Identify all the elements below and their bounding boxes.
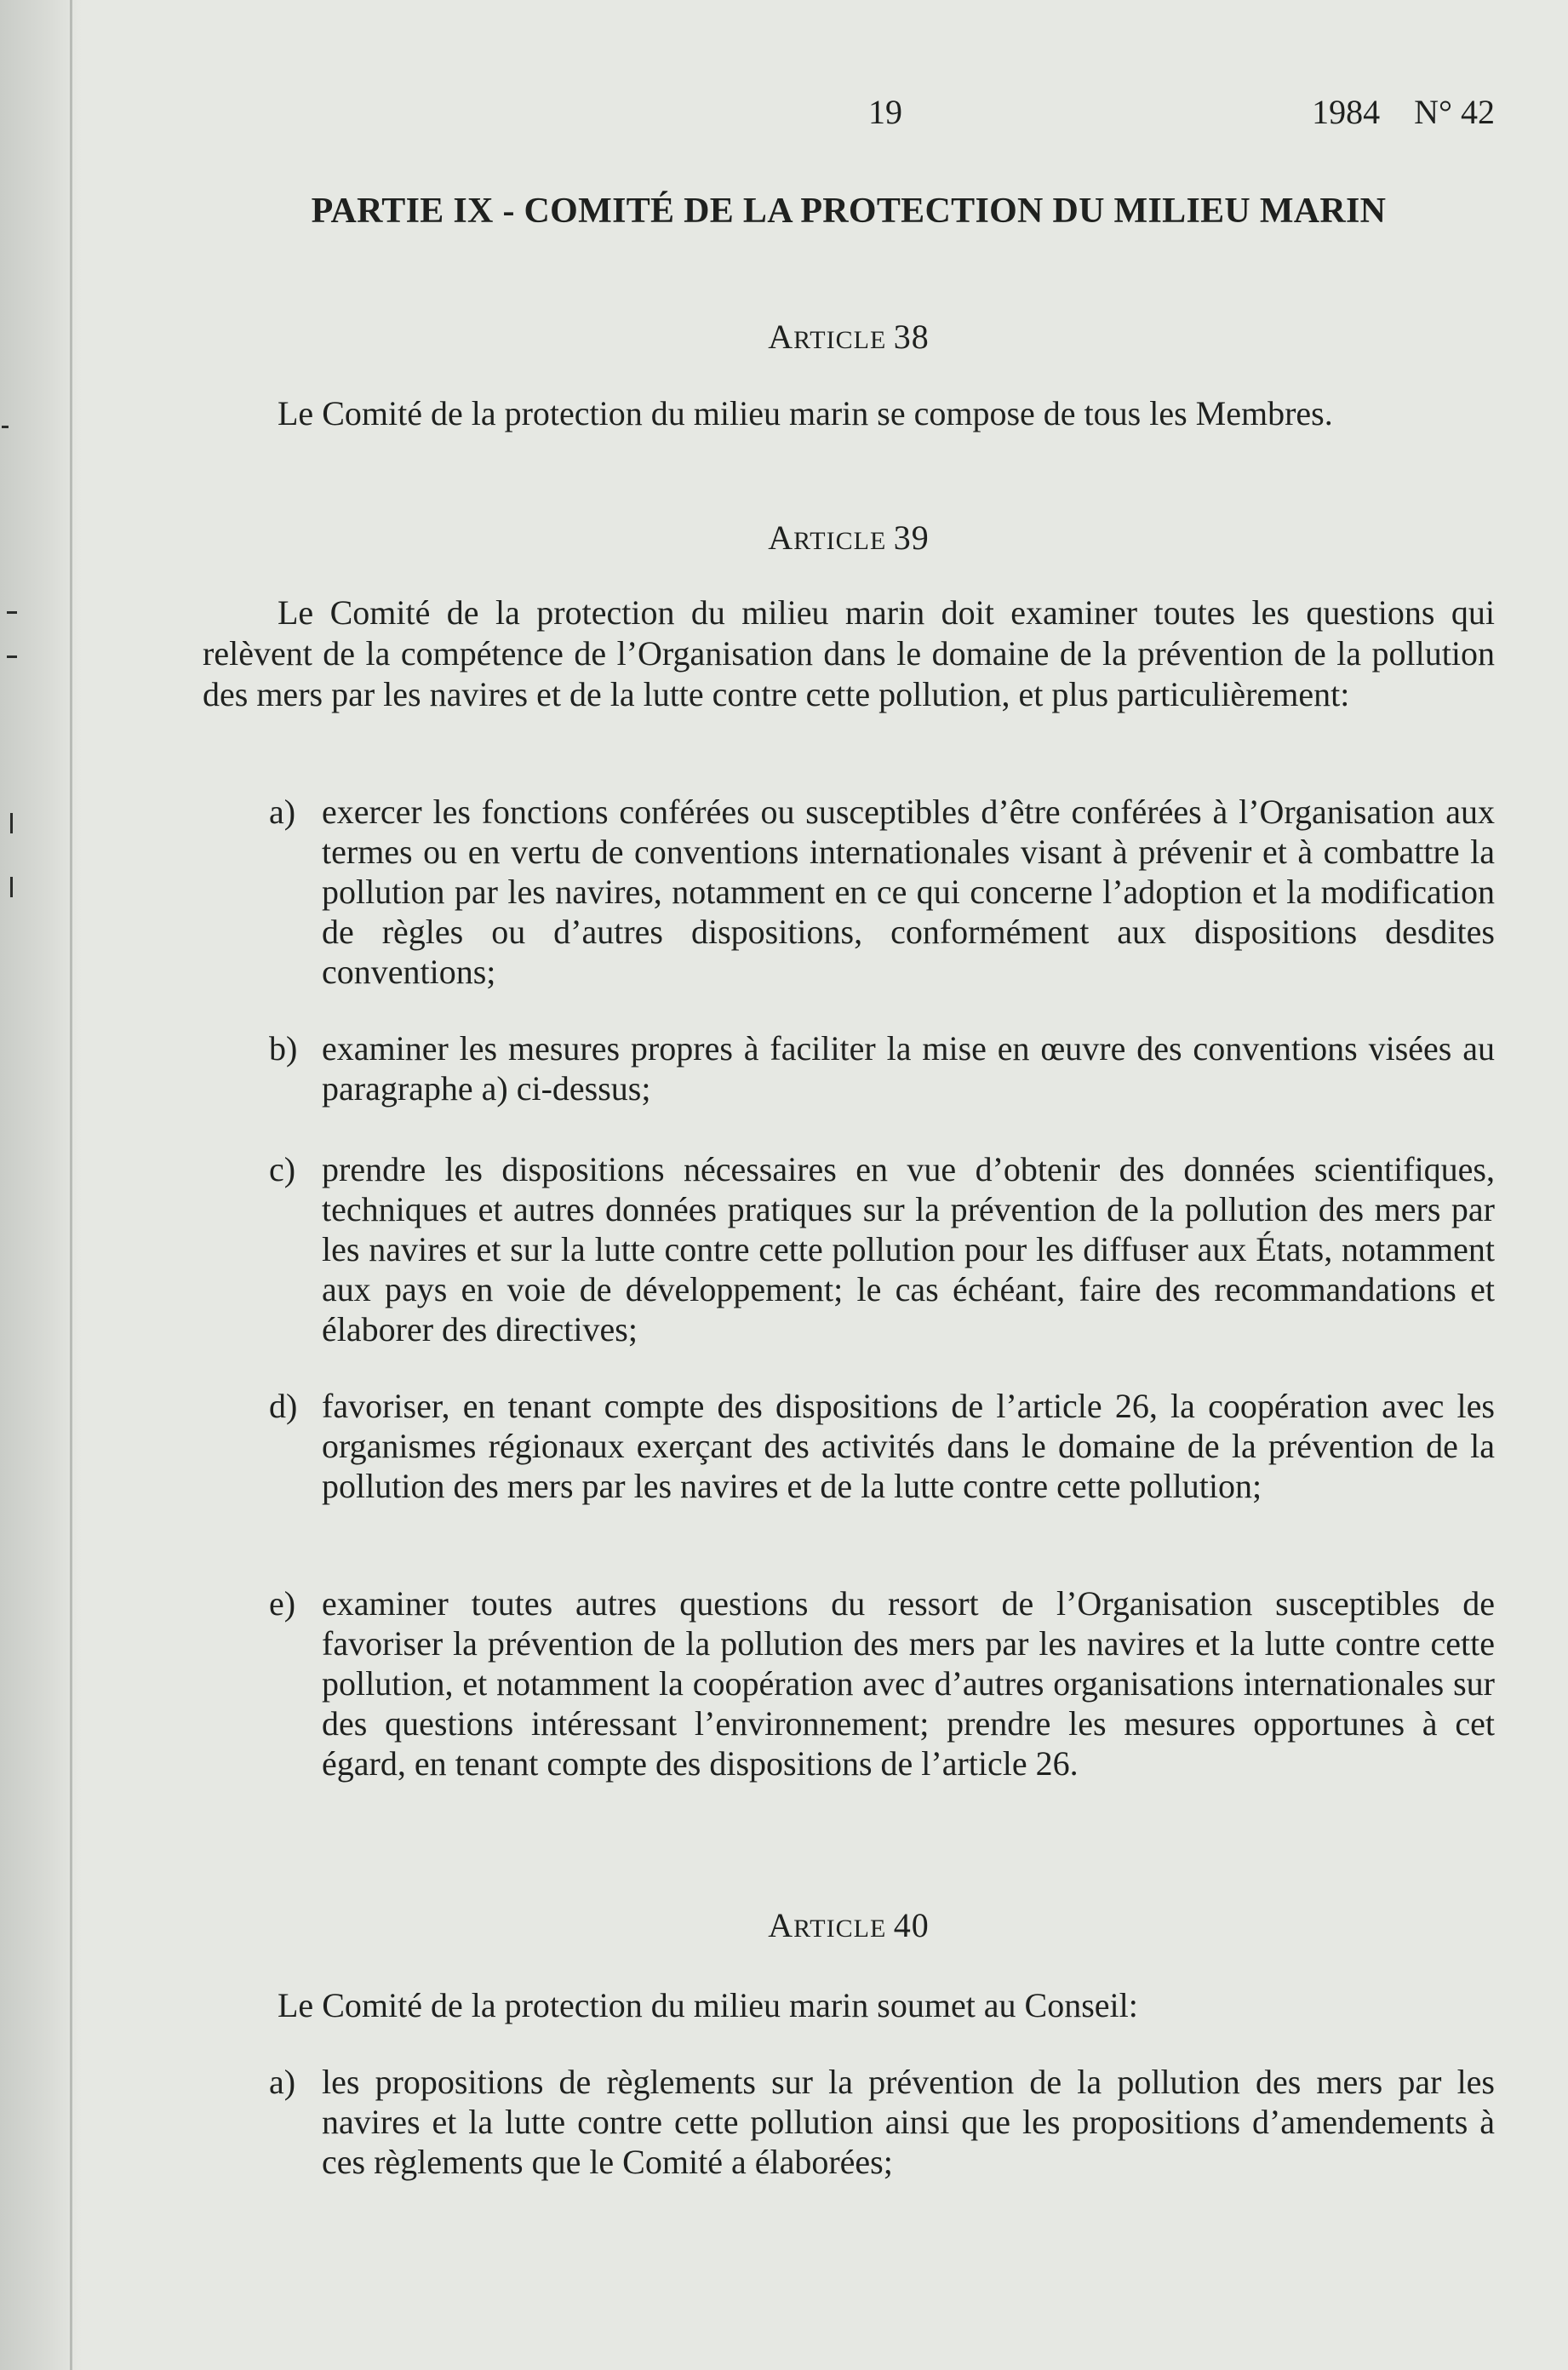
- article-39-intro: Le Comité de la protection du milieu marin doit examiner toutes les questions qui relèvent de la compétence de l’Organisation dans le domaine de la prévention de la pollution des mers par les navires et de la lutte contre cette pollution, et plus particulièrement:: [203, 593, 1495, 713]
- page-header: [203, 92, 1495, 143]
- margin-mark: [2, 426, 9, 428]
- article-40-title: ARTICLE 40: [768, 1906, 930, 1944]
- item-text: favoriser, en tenant compte des dispositions de l’article 26, la coopération avec les organismes régionaux exerçant des activités dans le domaine de la prévention de la pollution des mers par les navires et de la lutte contre cette pollution;: [322, 1387, 1495, 1505]
- margin-mark: [7, 655, 17, 658]
- margin-mark: [10, 813, 13, 833]
- page-number: 19: [868, 93, 902, 131]
- item-text: exercer les fonctions conférées ou susceptibles d’être conférées à l’Organisation aux termes ou en vertu de conventions internationales visant à prévenir et à combattre la pollution par les navires, notamment en ce qui concerne l’adoption et la modification de règles ou d’autres dispositions, conformément aux dispositions desdites conventions;: [322, 793, 1495, 991]
- document-page: [203, 0, 1495, 2370]
- part-title: PARTIE IX - COMITÉ DE LA PROTECTION DU MILIEU MARIN: [311, 192, 1387, 231]
- binding-edge: [70, 0, 72, 2370]
- margin-mark: [7, 611, 17, 614]
- item-label: e): [269, 1584, 296, 1623]
- header-doc-number: N° 42: [1414, 93, 1495, 131]
- article-40-intro: Le Comité de la protection du milieu marin soumet au Conseil:: [278, 1986, 1138, 2024]
- header-right: [1312, 92, 1495, 132]
- article-38-title: ARTICLE 38: [768, 318, 930, 356]
- item-label: a): [269, 793, 296, 831]
- item-label: c): [269, 1150, 296, 1188]
- item-label: a): [269, 2063, 296, 2101]
- item-text: examiner toutes autres questions du ressort de l’Organisation susceptibles de favoriser la prévention de la pollution des mers par les navires et la lutte contre cette pollution, et notamment la coopération avec d’autres organisations internationales sur des questions intéressant l’environnement; prendre les mesures opportunes à cet égard, en tenant compte des dispositions de l’article 26.: [322, 1584, 1495, 1783]
- item-text: les propositions de règlements sur la prévention de la pollution des mers par les navires et la lutte contre cette pollution ainsi que les propositions d’amendements à ces règlements que le Comité a élaborées;: [322, 2063, 1495, 2181]
- margin-mark: [10, 877, 13, 897]
- article-38-text: Le Comité de la protection du milieu marin se compose de tous les Membres.: [278, 394, 1333, 432]
- item-label: d): [269, 1387, 298, 1425]
- item-text: prendre les dispositions nécessaires en vue d’obtenir des données scientifiques, techniques et autres données pratiques sur la prévention de la pollution des mers par les navires et sur la lutte contre cette pollution pour les diffuser aux États, notamment aux pays en voie de développement; le cas échéant, faire des recommandations et élaborer des directives;: [322, 1150, 1495, 1348]
- header-year: 1984: [1312, 93, 1381, 131]
- article-39-title: ARTICLE 39: [768, 518, 930, 557]
- item-text: examiner les mesures propres à faciliter la mise en œuvre des conventions visées au paragraphe a) ci-dessus;: [322, 1029, 1495, 1108]
- item-label: b): [269, 1029, 298, 1068]
